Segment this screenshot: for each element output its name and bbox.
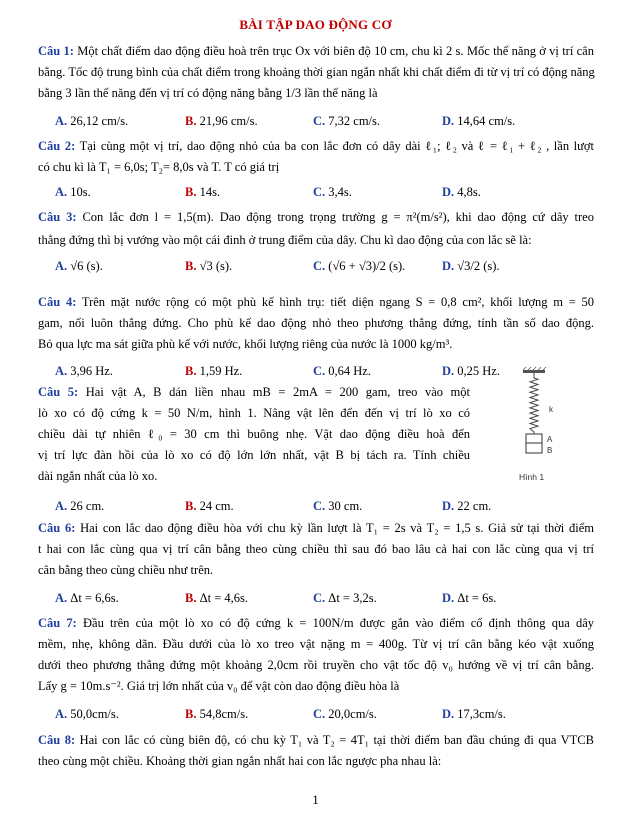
option-letter: D.: [442, 707, 455, 721]
question-5-label: Câu 5:: [38, 385, 79, 399]
question-6-option-a: [55, 591, 119, 606]
question-1-line-3: [38, 86, 594, 101]
option-letter: C.: [313, 259, 326, 273]
option-letter: D.: [442, 114, 455, 128]
option-letter: C.: [313, 707, 326, 721]
question-4-text: gam, nổi luôn thẳng đứng. Cho phù kế dao động nhỏ theo phương thẳng đứng, tính tần số dao động.: [38, 316, 594, 330]
question-2-option-d: [442, 185, 481, 200]
option-value: (√6 + √3)/2 (s).: [328, 259, 406, 273]
option-value: √3 (s).: [199, 259, 233, 273]
question-1-option-b: [185, 114, 258, 129]
option-letter: A.: [55, 114, 68, 128]
question-4-text: Trên mặt nước rộng có một phù kế hình trụ: tiết diện ngang S = 0,8 cm², khối lượng m = 50: [76, 295, 594, 309]
question-3-text: thẳng đứng thì bị vướng vào một cái đinh ở trung điểm của dây. Chu kì dao động của con lắc sẽ là:: [38, 233, 532, 247]
question-5-option-b: [185, 499, 234, 514]
question-7-option-d: [442, 707, 506, 722]
option-value: 0,25 Hz.: [457, 364, 500, 378]
question-2-option-c: [313, 185, 352, 200]
option-letter: C.: [313, 591, 326, 605]
question-2-line-1: [38, 139, 594, 154]
question-6-option-b: [185, 591, 248, 606]
question-6-text: Hai con lắc dao động điều hòa với chu kỳ lần lượt là T₁ = 2s và T₂ = 1,5 s. Giả sử tại thời điểm: [75, 521, 594, 535]
question-2-option-a: [55, 185, 91, 200]
question-4-line-2: [38, 316, 594, 331]
question-2-line-2: [38, 160, 594, 175]
question-5-line-5: [38, 469, 470, 484]
question-5-line-2: [38, 406, 470, 421]
question-2-label: Câu 2:: [38, 139, 76, 153]
question-7-text: Lấy g = 10m.s⁻². Giá trị lớn nhất của v₀ để vật còn dao động điều hòa là: [38, 679, 400, 693]
question-3-text: Con lắc đơn l = 1,5(m). Dao động trong trọng trường g = π²(m/s²), khi dao động cứ dây treo: [76, 210, 594, 224]
question-1-text: bằng. Tốc độ trung bình của chất điểm trong khoảng thời gian ngắn nhất khi chất điểm đi từ vị trí có động năng: [38, 65, 595, 79]
option-value: 0,64 Hz.: [328, 364, 371, 378]
question-4-line-3: [38, 337, 594, 352]
option-letter: C.: [313, 499, 326, 513]
question-4-option-d: [442, 364, 500, 379]
ceiling-hatching: [523, 367, 546, 370]
question-6-line-2: [38, 542, 594, 557]
question-5-option-d: [442, 499, 491, 514]
question-1-option-d: [442, 114, 515, 129]
question-3-option-d: [442, 259, 500, 274]
option-value: 20,0cm/s.: [328, 707, 377, 721]
question-1-text: bằng 3 lần thế năng đến vị trí có động năng bằng 1/3 lần thế năng là: [38, 86, 378, 100]
question-5-text: dài ngắn nhất của lò xo.: [38, 469, 158, 483]
option-value: 7,32 cm/s.: [328, 114, 381, 128]
question-4-label: Câu 4:: [38, 295, 77, 309]
option-value: 50,0cm/s.: [70, 707, 119, 721]
question-3-option-a: [55, 259, 103, 274]
question-5-text: chiều dài tự nhiên ℓ₀ = 30 cm thì buông nhẹ. Vật dao động điều hoà đến: [38, 427, 470, 441]
option-value: 4,8s.: [457, 185, 481, 199]
block-a-label: A: [547, 435, 553, 444]
page-title: BÀI TẬP DAO ĐỘNG CƠ: [239, 17, 392, 32]
option-letter: B.: [185, 364, 197, 378]
option-letter: D.: [442, 259, 455, 273]
option-value: Δt = 4,6s.: [199, 591, 249, 605]
question-1-option-c: [313, 114, 380, 129]
option-letter: A.: [55, 707, 68, 721]
question-1-text: Một chất điểm dao động điều hoà trên trục Ox với biên độ 10 cm, chu kì 2 s. Mốc thế năng ở vị trí cân: [73, 44, 594, 58]
question-7-text: Đầu trên của một lò xo có độ cứng k = 100N/m được gắn vào điểm cố định thông qua dây: [76, 616, 594, 630]
option-letter: C.: [313, 364, 326, 378]
question-6-option-d: [442, 591, 496, 606]
option-value: √6 (s).: [70, 259, 103, 273]
question-6-label: Câu 6:: [38, 521, 76, 535]
option-letter: B.: [185, 499, 197, 513]
question-3-label: Câu 3:: [38, 210, 77, 224]
question-1-line-2: [38, 65, 594, 80]
ceiling-support: [523, 370, 545, 373]
question-1-option-a: [55, 114, 128, 129]
block-b: [526, 443, 542, 453]
question-8-line-2: [38, 754, 594, 769]
option-letter: A.: [55, 364, 68, 378]
option-letter: B.: [185, 185, 197, 199]
option-value: Δt = 6,6s.: [70, 591, 119, 605]
figure-caption: Hình 1: [519, 472, 545, 482]
question-8-line-1: [38, 733, 594, 748]
question-5-option-a: [55, 499, 104, 514]
question-7-option-c: [313, 707, 377, 722]
question-5-text: vị trí lực đàn hồi của lò xo có độ lớn lớn nhất, vật B bị tách ra. Tính chiều: [38, 448, 470, 462]
option-letter: B.: [185, 259, 197, 273]
figure-spring-diagram: [505, 366, 575, 486]
question-5-text: lò xo có độ cứng k = 50 N/m, hình 1. Nâng vật lên đến đến vị trí lò xo có: [38, 406, 470, 420]
option-letter: D.: [442, 499, 455, 513]
question-1-line-1: [38, 44, 594, 59]
question-5-line-3: [38, 427, 470, 442]
option-value: Δt = 3,2s.: [328, 591, 377, 605]
option-letter: B.: [185, 707, 197, 721]
option-letter: A.: [55, 499, 68, 513]
option-value: 30 cm.: [328, 499, 363, 513]
option-value: √3/2 (s).: [457, 259, 500, 273]
option-value: Δt = 6s.: [457, 591, 497, 605]
question-5-line-1: [38, 385, 470, 400]
option-letter: C.: [313, 114, 326, 128]
question-6-text: cân bằng theo cùng chiều như trên.: [38, 563, 214, 577]
option-letter: B.: [185, 591, 197, 605]
option-letter: D.: [442, 364, 455, 378]
question-3-line-1: [38, 210, 594, 225]
question-7-option-a: [55, 707, 119, 722]
option-value: 26,12 cm/s.: [70, 114, 129, 128]
option-value: 3,4s.: [328, 185, 352, 199]
question-6-option-c: [313, 591, 377, 606]
page-number: 1: [312, 792, 319, 807]
question-8-label: Câu 8:: [38, 733, 76, 747]
option-letter: B.: [185, 114, 197, 128]
question-2-text: Tại cùng một vị trí, dao động nhỏ của ba con lắc đơn có dây dài ℓ₁; ℓ₂ và ℓ = ℓ₁ + ℓ₂ , lần lượt: [75, 139, 594, 153]
question-7-label: Câu 7:: [38, 616, 77, 630]
option-value: 17,3cm/s.: [457, 707, 506, 721]
question-5-option-c: [313, 499, 362, 514]
option-letter: C.: [313, 185, 326, 199]
question-5-text: Hai vật A, B dán liền nhau mB = 2mA = 200 gam, treo vào một: [78, 385, 470, 399]
option-letter: D.: [442, 591, 455, 605]
spring-label: k: [549, 405, 553, 414]
spring-coil: [530, 373, 538, 434]
question-7-option-b: [185, 707, 248, 722]
question-6-text: t hai con lắc cùng qua vị trí cân bằng theo cùng chiều thì sau đó bao lâu cả hai con lắc cùng qua vị trí: [38, 542, 594, 556]
option-value: 54,8cm/s.: [199, 707, 249, 721]
question-6-line-1: [38, 521, 594, 536]
option-value: 3,96 Hz.: [70, 364, 113, 378]
question-4-option-c: [313, 364, 371, 379]
question-4-option-a: [55, 364, 113, 379]
question-7-line-4: [38, 679, 594, 694]
option-letter: A.: [55, 185, 68, 199]
option-letter: D.: [442, 185, 455, 199]
question-5-line-4: [38, 448, 470, 463]
question-2-option-b: [185, 185, 220, 200]
option-value: 22 cm.: [457, 499, 492, 513]
option-value: 14,64 cm/s.: [457, 114, 516, 128]
question-7-text: mềm, nhẹ, không dãn. Đầu dưới của lò xo treo vật nặng m = 400g. Từ vị trí cân bằng kéo vật xuống: [38, 637, 594, 651]
question-6-line-3: [38, 563, 594, 578]
option-value: 14s.: [199, 185, 221, 199]
option-value: 10s.: [70, 185, 91, 199]
question-4-text: Bỏ qua lực ma sát giữa phù kế với nước, khối lượng riêng của nước là 1000 kg/m³.: [38, 337, 453, 351]
question-3-line-2: [38, 233, 594, 248]
question-7-line-1: [38, 616, 594, 631]
option-letter: A.: [55, 591, 68, 605]
question-7-text: dưới theo phương thẳng đứng một khoảng 2,0cm rồi truyền cho vật tốc độ v₀ hướng về vị trí cân bằng.: [38, 658, 594, 672]
question-3-option-b: [185, 259, 232, 274]
question-2-text: có chu kì là T₁ = 6,0s; T₂= 8,0s và T. T có giá trị: [38, 160, 280, 174]
block-b-label: B: [547, 446, 553, 455]
block-a: [526, 434, 542, 443]
question-8-text: Hai con lắc có cùng biên độ, có chu kỳ T₁ và T₂ = 4T₁ tại thời điểm ban đầu chúng đi qua VTCB: [75, 733, 594, 747]
question-7-line-2: [38, 637, 594, 652]
option-value: 1,59 Hz.: [199, 364, 243, 378]
question-1-label: Câu 1:: [38, 44, 74, 58]
option-value: 21,96 cm/s.: [199, 114, 258, 128]
option-value: 26 cm.: [70, 499, 105, 513]
question-4-line-1: [38, 295, 594, 310]
question-4-option-b: [185, 364, 242, 379]
option-letter: A.: [55, 259, 68, 273]
question-3-option-c: [313, 259, 405, 274]
option-value: 24 cm.: [199, 499, 234, 513]
question-8-text: theo cùng một chiều. Khoảng thời gian ngắn nhất hai con lắc ngược pha nhau là:: [38, 754, 442, 768]
question-7-line-3: [38, 658, 594, 673]
